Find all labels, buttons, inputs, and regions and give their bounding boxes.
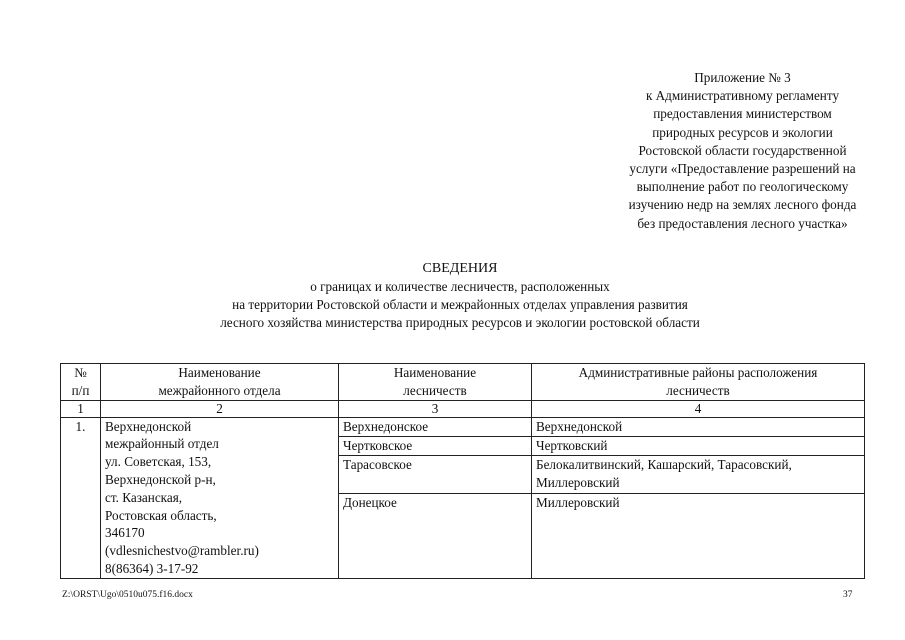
appendix-note bbox=[600, 69, 885, 233]
appendix-line: к Административному регламенту bbox=[645, 88, 840, 104]
appendix-line: без предоставления лесного участка» bbox=[637, 215, 848, 231]
document-subtitle-line: лесного хозяйства министерства природных ресурсов и экологии ростовской области bbox=[220, 314, 700, 330]
column-number: 4 bbox=[532, 400, 865, 417]
header-text: межрайонного отдела bbox=[158, 382, 281, 398]
appendix-line: выполнение работ по геологическому bbox=[636, 179, 849, 195]
appendix-line: Ростовской области государственной bbox=[638, 142, 847, 158]
appendix-line: изучению недр на землях лесного фонда bbox=[628, 197, 857, 213]
header-number bbox=[61, 364, 101, 401]
document-subtitle-line: о границах и количестве лесничеств, расположенных bbox=[310, 279, 610, 294]
table-row bbox=[61, 417, 865, 436]
department-line: Верхнедонской р-н, bbox=[105, 471, 216, 487]
header-text: п/п bbox=[71, 382, 90, 398]
footer-file-path: Z:\ORST\Ugo\0510u075.f16.docx bbox=[62, 590, 193, 600]
document-heading bbox=[120, 260, 800, 331]
header-text: лесничеств bbox=[666, 382, 730, 398]
column-number-row bbox=[61, 400, 865, 417]
forestry-name: Тарасовское bbox=[339, 456, 532, 494]
column-number: 3 bbox=[339, 400, 532, 417]
department-line: ст. Казанская, bbox=[105, 489, 183, 505]
forestry-districts: Чертковский bbox=[532, 436, 865, 455]
header-forestry bbox=[339, 364, 532, 401]
department-line: ул. Советская, 153, bbox=[105, 454, 212, 470]
document-subtitle-line: на территории Ростовской области и межрайонных отделах управления развития bbox=[232, 296, 688, 312]
department-line: (vdlesnichestvo@rambler.ru) bbox=[105, 543, 259, 559]
header-text: лесничеств bbox=[403, 382, 467, 398]
header-department bbox=[101, 364, 339, 401]
forestry-name: Верхнедонское bbox=[339, 417, 532, 436]
forestry-name: Чертковское bbox=[339, 436, 532, 455]
appendix-line: услуги «Предоставление разрешений на bbox=[629, 161, 856, 177]
page-number: 37 bbox=[843, 590, 853, 600]
header-text: Административные районы расположения bbox=[578, 365, 818, 380]
row-number: 1. bbox=[61, 417, 101, 578]
forestry-districts: Верхнедонской bbox=[532, 417, 865, 436]
document-title: СВЕДЕНИЯ bbox=[422, 261, 498, 276]
appendix-line: предоставления министерством bbox=[653, 106, 832, 122]
department-cell bbox=[101, 417, 339, 578]
forestry-districts: Белокалитвинский, Кашарский, Тарасовский, Миллеровский bbox=[532, 456, 865, 494]
column-number: 1 bbox=[61, 400, 101, 417]
header-text: Наименование bbox=[393, 365, 477, 380]
department-line: межрайонный отдел bbox=[105, 436, 219, 452]
column-number: 2 bbox=[101, 400, 339, 417]
appendix-line: природных ресурсов и экологии bbox=[652, 124, 833, 140]
forestry-table bbox=[60, 363, 865, 579]
department-line: Ростовская область, bbox=[105, 507, 217, 523]
department-line: Верхнедонской bbox=[105, 418, 192, 434]
header-text: Наименование bbox=[178, 365, 261, 380]
header-districts bbox=[532, 364, 865, 401]
header-text: № bbox=[74, 365, 87, 380]
forestry-name: Донецкое bbox=[339, 493, 532, 578]
appendix-line: Приложение № 3 bbox=[694, 70, 791, 85]
department-line: 346170 bbox=[105, 525, 145, 541]
forestry-districts: Миллеровский bbox=[532, 493, 865, 578]
department-line: 8(86364) 3-17-92 bbox=[105, 560, 199, 576]
table-header-row bbox=[61, 364, 865, 401]
